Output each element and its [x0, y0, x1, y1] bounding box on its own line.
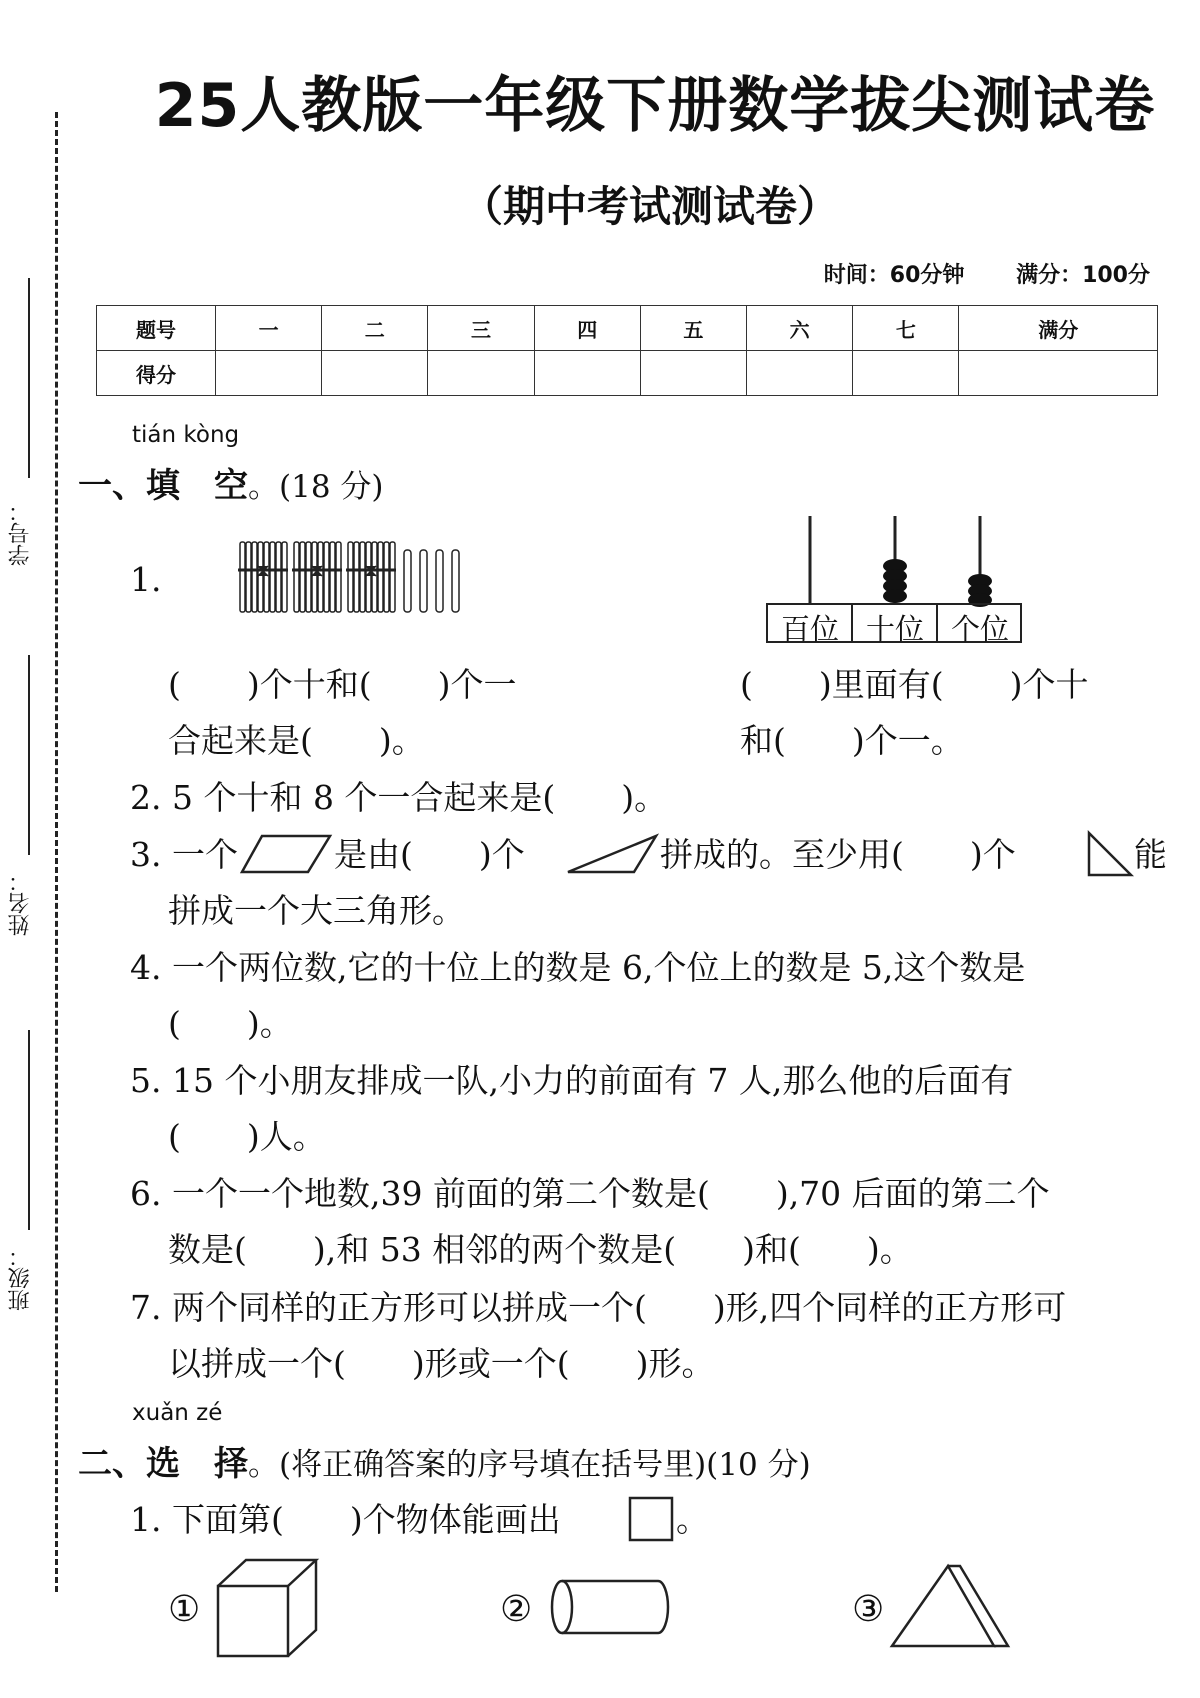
score-label: 满分：100分: [1016, 263, 1150, 288]
name-label: 姓名：: [8, 870, 33, 936]
q7-line2: 以拼成一个( )形或一个( )形。: [168, 1344, 715, 1383]
score-cell[interactable]: [534, 351, 640, 396]
cube-icon: [216, 1558, 320, 1658]
triangular-prism-icon: [890, 1562, 1010, 1648]
header-cell: 六: [747, 306, 853, 351]
cylinder-icon: [550, 1578, 672, 1636]
option-3-label: ③: [852, 1589, 885, 1630]
q3-part2: 是由( )个: [334, 835, 525, 874]
right-triangle-icon: [1086, 830, 1134, 878]
q3-part1: 3. 一个: [130, 835, 238, 874]
header-cell: 一: [216, 306, 322, 351]
page-subtitle: （期中考试测试卷）: [460, 182, 839, 231]
q7-line1: 7. 两个同样的正方形可以拼成一个( )形,四个同样的正方形可: [130, 1288, 1067, 1327]
section2-pinyin: xuǎn zé: [132, 1400, 223, 1426]
abacus-label-ones: 个位: [950, 612, 1009, 646]
option-2-label: ②: [500, 1589, 533, 1630]
score-cell[interactable]: [322, 351, 428, 396]
header-cell: 二: [322, 306, 428, 351]
name-line: [28, 655, 30, 855]
bundle-3: [346, 542, 396, 612]
parallelogram-icon: [240, 834, 332, 874]
score-table-row: [97, 351, 1158, 396]
q2: 2. 5 个十和 8 个一合起来是( )。: [130, 778, 668, 817]
q1b-line2: 和( )个一。: [740, 721, 964, 760]
q5-line2: ( )人。: [168, 1117, 326, 1156]
binding-dashed-line: [55, 112, 58, 1592]
q5-line1: 5. 15 个小朋友排成一队,小力的前面有 7 人,那么他的后面有: [130, 1061, 1014, 1100]
row-label: 得分: [97, 351, 216, 396]
option-1-label: ①: [168, 1589, 201, 1630]
s2-q1-part2: 。: [676, 1500, 709, 1539]
abacus-label-tens: 十位: [865, 612, 924, 646]
score-table: [96, 305, 1158, 396]
exam-info: [780, 258, 1150, 289]
q4-line2: ( )。: [168, 1004, 293, 1043]
class-label: 班级：: [8, 1245, 33, 1311]
stick-bundles-illustration: [238, 540, 468, 620]
score-cell[interactable]: [216, 351, 322, 396]
section2-title: 二、选 择: [78, 1444, 248, 1484]
q3-line2: 拼成一个大三角形。: [168, 891, 465, 930]
time-label: 时间：60分钟: [823, 263, 965, 288]
single-sticks: [404, 550, 459, 612]
header-cell: 满分: [959, 306, 1158, 351]
score-cell[interactable]: [959, 351, 1158, 396]
thin-triangle-icon: [566, 834, 658, 874]
q4-line1: 4. 一个两位数,它的十位上的数是 6,个位上的数是 5,这个数是: [130, 948, 1026, 987]
page-title: 25人教版一年级下册数学拔尖测试卷: [154, 71, 1156, 141]
header-cell: 题号: [97, 306, 216, 351]
section1-score: 。(18 分): [248, 469, 384, 505]
header-cell: 三: [428, 306, 534, 351]
q3-part3: 拼成的。至少用( )个: [660, 835, 1016, 874]
header-cell: 七: [853, 306, 959, 351]
q1a-line1: ( )个十和( )个一: [168, 665, 517, 704]
q6-line1: 6. 一个一个地数,39 前面的第二个数是( ),70 后面的第二个: [130, 1174, 1050, 1213]
header-cell: 四: [534, 306, 640, 351]
section2-score: 。(将正确答案的序号填在括号里)(10 分): [248, 1447, 811, 1483]
score-table-header: [97, 306, 1158, 351]
square-icon: [628, 1496, 674, 1542]
score-cell[interactable]: [640, 351, 746, 396]
section1-heading: [78, 458, 384, 507]
section1-pinyin: tián kòng: [132, 422, 240, 448]
score-cell[interactable]: [853, 351, 959, 396]
q3-part4: 能: [1134, 835, 1167, 874]
bundle-2: [292, 542, 342, 612]
section1-title: 一、填 空: [78, 466, 248, 506]
q1b-line1: ( )里面有( )个十: [740, 665, 1089, 704]
section2-heading: [78, 1436, 811, 1485]
q1-number: 1.: [130, 560, 162, 599]
q6-line2: 数是( ),和 53 相邻的两个数是( )和( )。: [168, 1230, 913, 1269]
student-id-label: 学号：: [8, 500, 33, 566]
score-cell[interactable]: [747, 351, 853, 396]
student-id-line: [28, 278, 30, 478]
q1a-line2: 合起来是( )。: [168, 721, 425, 760]
abacus-label-hundreds: 百位: [780, 612, 839, 646]
header-cell: 五: [640, 306, 746, 351]
class-line: [28, 1030, 30, 1230]
score-cell[interactable]: [428, 351, 534, 396]
s2-q1-part1: 1. 下面第( )个物体能画出: [130, 1500, 561, 1539]
bundle-1: [238, 542, 288, 612]
